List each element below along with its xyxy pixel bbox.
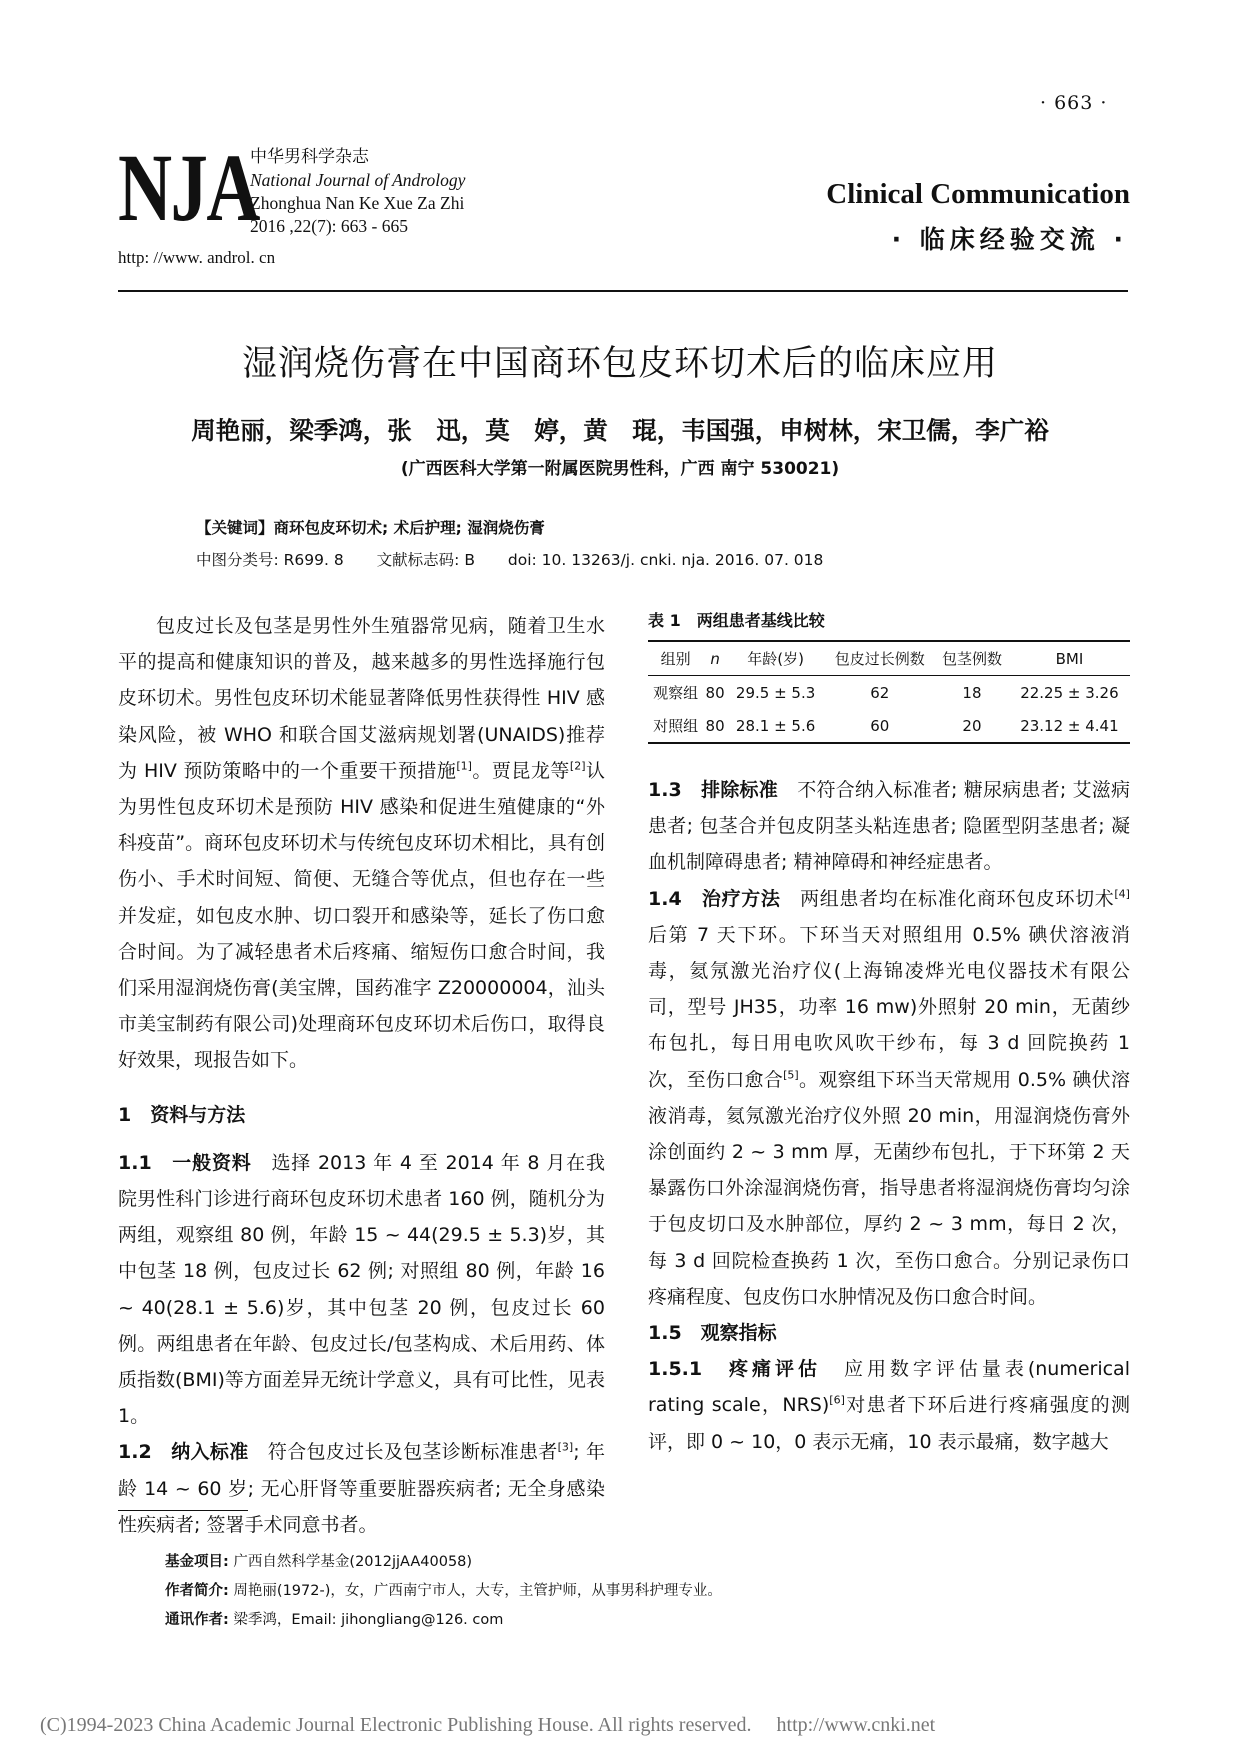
table-header: 包茎例数 <box>941 650 1002 668</box>
ref-link-4[interactable]: [4] <box>1114 887 1130 901</box>
table-cell: 18 <box>962 683 982 702</box>
table-header-row <box>648 641 1130 676</box>
table-row <box>648 676 1130 710</box>
table-cell: 28.1 ± 5.6 <box>735 716 816 735</box>
author-list: 周艳丽，梁季鸿，张 迅，莫 婷，黄 琨，韦国强，申树林，宋卫儒，李广裕 <box>191 416 1049 445</box>
left-column <box>118 608 605 1543</box>
table-cell: 29.5 ± 5.3 <box>735 683 816 702</box>
clc-number: 中图分类号: R699. 8 <box>196 551 344 569</box>
table-cell: 23.12 ± 4.41 <box>1020 716 1119 735</box>
table-header: 年龄(岁) <box>747 650 804 668</box>
copyright-notice: (C)1994-2023 China Academic Journal Electronic Publishing House. All rights reserved. http://www.cnki.net <box>40 1714 936 1736</box>
table-header: 包皮过长例数 <box>834 650 925 668</box>
table-header: 组别 <box>660 650 691 668</box>
table-cell: 80 <box>705 716 725 735</box>
table-cell: 80 <box>705 683 725 702</box>
article-title: 湿润烧伤膏在中国商环包皮环切术后的临床应用 <box>241 344 998 384</box>
document-code: 文献标志码: B <box>376 551 475 569</box>
ref-link-1[interactable]: [1] <box>456 759 472 773</box>
section-title-cn: · 临床经验交流 · <box>891 225 1128 254</box>
journal-url: http: //www. androl. cn <box>118 248 276 267</box>
journal-logo: NJA <box>118 134 259 241</box>
journal-name-en: National Journal of Andrology <box>250 170 466 190</box>
table-caption: 表 1 两组患者基线比较 <box>648 611 825 630</box>
table-cell: 62 <box>870 683 890 702</box>
footnote-contact: 通讯作者: 梁季鸿，Email: jihongliang@126. com <box>165 1612 504 1628</box>
section-title-en: Clinical Communication <box>826 178 1130 210</box>
affiliation: (广西医科大学第一附属医院男性科，广西 南宁 530021) <box>400 459 840 479</box>
section-1-3: 1.3 排除标准 不符合纳入标准者; 糖尿病患者; 艾滋病患者; 包茎合并包皮阴茎头粘连患者; 隐匿型阴茎患者; 凝血机制障碍患者; 精神障碍和神经症患者。 <box>648 779 1130 874</box>
journal-name-cn: 中华男科学杂志 <box>250 147 369 167</box>
keywords <box>196 516 545 538</box>
table-cell: 20 <box>962 716 982 735</box>
footnote-author: 作者简介: 周艳丽(1972-)，女，广西南宁市人，大专，主管护师，从事男科护理专业。 <box>165 1583 722 1599</box>
doi: doi: 10. 13263/j. cnki. nja. 2016. 07. 018 <box>507 551 824 569</box>
header-rule <box>118 290 1128 292</box>
section-1-4: 1.4 治疗方法 两组患者均在标准化商环包皮环切术[4]后第 7 天下环。下环当天对照组用 0.5% 碘伏溶液消毒，氦氖激光治疗仪(上海锦凌烨光电仪器技术有限公司，型号 JH35，功率 16 mw)外照射 20 min，无菌纱布包扎，每日用电吹风吹干纱布，每 3 d 回院换药 1 次，至伤口愈合[5]。观察组下环当天常规用 0.5% 碘伏溶液消毒，氦氖激光治疗仪外照 20 min，用湿润烧伤膏外涂创面约 2 ~ 3 mm 厚，无菌纱布包扎，于下环第 2 天暴露伤口外涂湿润烧伤膏，指导患者将湿润烧伤膏均匀涂于包皮切口及水肿部位，厚约 2 ~ 3 mm，每日 2 次，每 3 d 回院检查换药 1 次，至伤口愈合。分别记录伤口疼痛程度、包皮伤口水肿情况及伤口愈合时间。 <box>648 887 1130 1308</box>
keywords-text: 商环包皮环切术; 术后护理; 湿润烧伤膏 <box>273 519 545 537</box>
section-1-5-1: 1.5.1 疼痛评估 应用数字评估量表(numerical rating scale，NRS)[6]对患者下环后进行疼痛强度的测评，即 0 ~ 10，0 表示无痛，10 表示最痛，数字越大 <box>648 1358 1130 1453</box>
table-cell: 22.25 ± 3.26 <box>1020 683 1119 702</box>
ref-link-3[interactable]: [3] <box>557 1441 574 1455</box>
table-row <box>648 709 1130 743</box>
table-header: BMI <box>1055 649 1084 668</box>
table-cell: 观察组 <box>653 684 699 702</box>
table-header: n <box>710 649 720 668</box>
journal-issue: 2016 ,22(7): 663 - 665 <box>250 216 408 236</box>
intro-paragraph: 包皮过长及包茎是男性外生殖器常见病，随着卫生水平的提高和健康知识的普及，越来越多的男性选择施行包皮环切术。男性包皮环切术能显著降低男性获得性 HIV 感染风险，被 WHO 和联合国艾滋病规划署(UNAIDS)推荐为 HIV 预防策略中的一个重要干预措施[1]。贾昆龙等[2]认为男性包皮环切术是预防 HIV 感染和促进生殖健康的“外科疫苗”。商环包皮环切术与传统包皮环切术相比，具有创伤小、手术时间短、简便、无缝合等优点，但也存在一些并发症，如包皮水肿、切口裂开和感染等，延长了伤口愈合时间。为了减轻患者术后疼痛、缩短伤口愈合时间，我们采用湿润烧伤膏(美宝牌，国药准字 Z20000004，汕头市美宝制药有限公司)处理商环包皮环切术后伤口，取得良好效果，现报告如下。 <box>118 615 605 1072</box>
right-column <box>648 772 1130 1460</box>
section-1-5-heading: 1.5 观察指标 <box>648 1322 777 1345</box>
footnotes <box>165 1548 722 1635</box>
journal-name-pinyin: Zhonghua Nan Ke Xue Za Zhi <box>250 193 465 213</box>
footnote-funding: 基金项目: 广西自然科学基金(2012jjAA40058) <box>165 1554 473 1570</box>
section-1-1: 1.1 一般资料 选择 2013 年 4 至 2014 年 8 月在我院男性科门诊进行商环包皮环切术患者 160 例，随机分为两组，观察组 80 例，年龄 15 ~ 44(29.5 ± 5.3)岁，其中包茎 18 例，包皮过长 62 例; 对照组 80 例，年龄 16 ~ 40(28.1 ± 5.6)岁，其中包茎 20 例，包皮过长 60 例。两组患者在年龄、包皮过长/包茎构成、术后用药、体质指数(BMI)等方面差异无统计学意义，具有可比性，见表 1。 <box>118 1151 605 1428</box>
keywords-label: 【关键词】 <box>196 519 274 537</box>
section-heading-1: 1 资料与方法 <box>118 1103 246 1126</box>
journal-info <box>250 146 465 238</box>
ref-link-2[interactable]: [2] <box>569 759 586 773</box>
footnote-rule <box>118 1510 248 1511</box>
table-cell: 60 <box>870 716 890 735</box>
classification <box>196 548 851 570</box>
ref-link-6[interactable]: [6] <box>829 1394 845 1408</box>
ref-link-5[interactable]: [5] <box>783 1068 799 1082</box>
baseline-table <box>648 640 1130 744</box>
section-1-2: 1.2 纳入标准 符合包皮过长及包茎诊断标准患者[3]; 年龄 14 ~ 60 岁; 无心肝肾等重要脏器疾病者; 无全身感染性疾病者; 签署手术同意书者。 <box>118 1441 605 1536</box>
page-number: · 663 · <box>1040 92 1108 114</box>
table-cell: 对照组 <box>653 717 699 735</box>
